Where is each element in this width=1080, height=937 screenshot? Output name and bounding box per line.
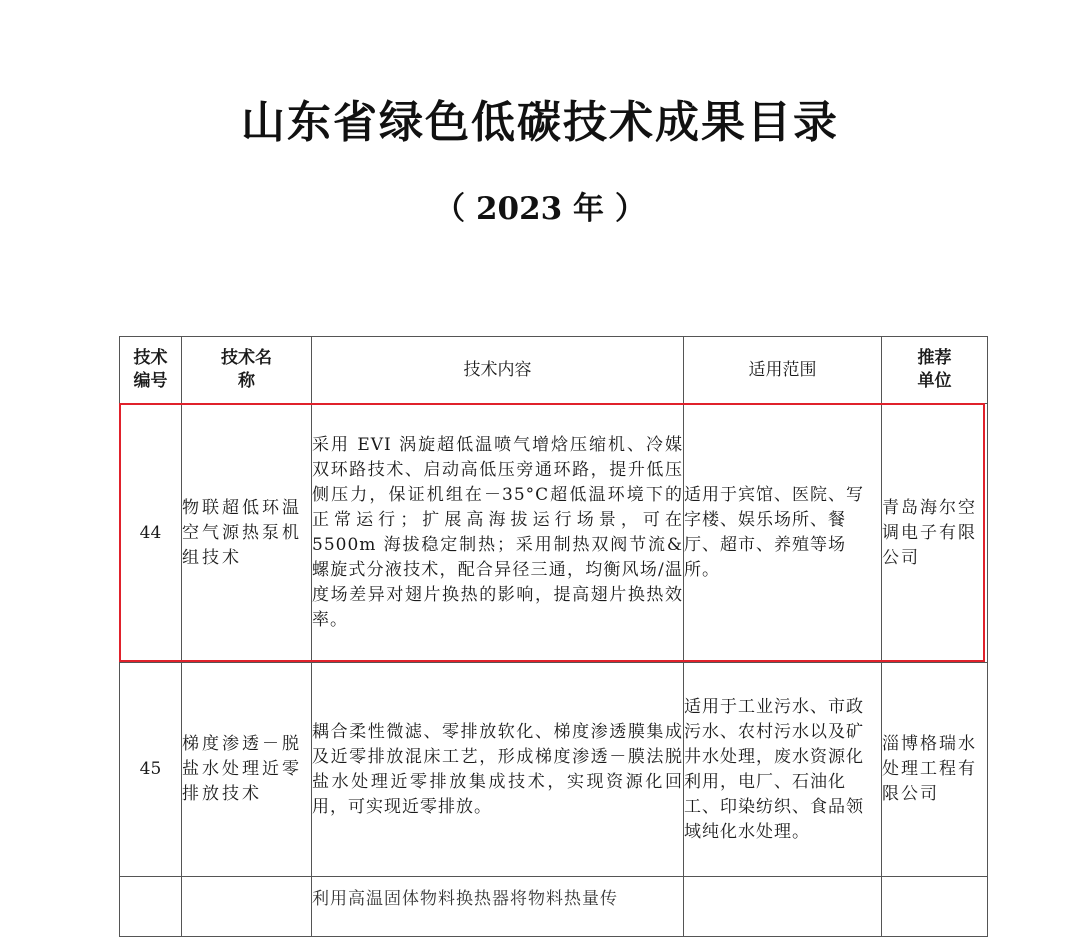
- header-unit: 推荐单位: [882, 337, 988, 404]
- header-name: 技术名称: [182, 337, 312, 404]
- row-scope: 适用于宾馆、医院、写字楼、娱乐场所、餐厅、超市、养殖等场所。: [684, 404, 882, 663]
- row-unit: 淄博格瑞水处理工程有限公司: [882, 663, 988, 877]
- row-tech-name: 梯度渗透－脱盐水处理近零排放技术: [182, 663, 312, 877]
- row-tech-content: 耦合柔性微滤、零排放软化、梯度渗透膜集成及近零排放混床工艺，形成梯度渗透－膜法脱盐水处理近零排放集成技术，实现资源化回用，可实现近零排放。: [312, 663, 684, 877]
- row-number: 45: [120, 663, 182, 877]
- header-scope: 适用范围: [684, 337, 882, 404]
- row-scope: [684, 877, 882, 937]
- row-unit: [882, 877, 988, 937]
- row-tech-content: 利用高温固体物料换热器将物料热量传: [312, 877, 684, 937]
- table-header-row: [120, 337, 988, 404]
- row-unit: 青岛海尔空调电子有限公司: [882, 404, 988, 663]
- document-title: 山东省绿色低碳技术成果目录: [241, 97, 839, 148]
- row-number: 44: [120, 404, 182, 663]
- table-row: [120, 404, 988, 663]
- catalog-table: [119, 336, 988, 937]
- document-year: （ 2023 年 ）: [434, 191, 646, 227]
- row-tech-name: [182, 877, 312, 937]
- row-tech-name: 物联超低环温空气源热泵机组技术: [182, 404, 312, 663]
- header-number: 技术编号: [120, 337, 182, 404]
- table-row: [120, 877, 988, 937]
- row-scope: 适用于工业污水、市政污水、农村污水以及矿井水处理，废水资源化利用，电厂、石油化工、印染纺织、食品领域纯化水处理。: [684, 663, 882, 877]
- header-content: 技术内容: [312, 337, 684, 404]
- row-number: [120, 877, 182, 937]
- table-row: [120, 663, 988, 877]
- row-tech-content: 采用 EVI 涡旋超低温喷气增焓压缩机、冷媒双环路技术、启动高低压旁通环路，提升低压侧压力，保证机组在－35°C超低温环境下的正常运行；扩展高海拔运行场景，可在 5500m 海拔稳定制热；采用制热双阀节流&螺旋式分液技术，配合异径三通，均衡风场/温度场差异对翅片换热的影响，提高翅片换热效率。: [312, 404, 684, 663]
